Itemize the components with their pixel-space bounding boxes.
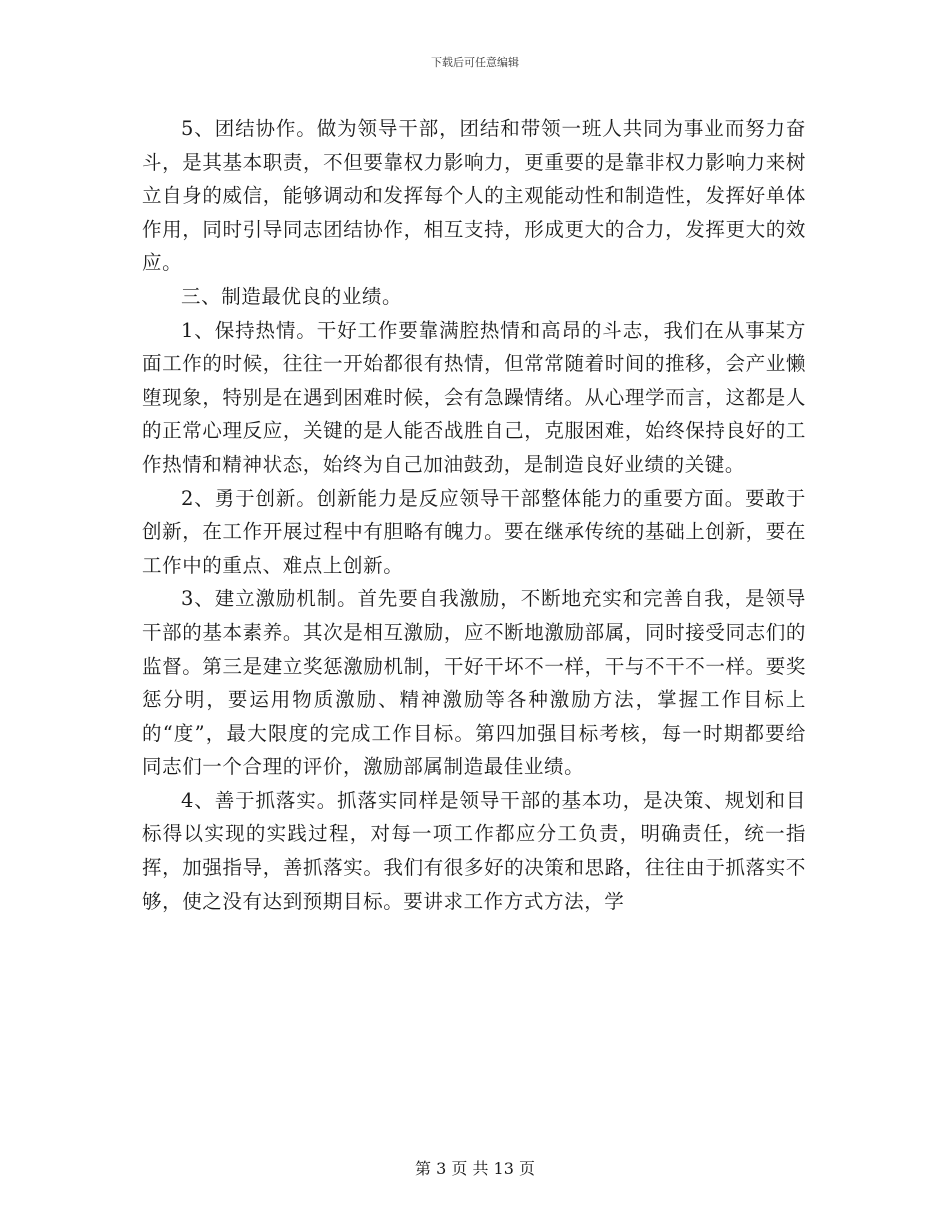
paragraph-innovation: 2、勇于创新。创新能力是反应领导干部整体能力的重要方面。要敢于创新，在工作开展过程中有胆略有魄力。要在继承传统的基础上创新，要在工作中的重点、难点上创新。 bbox=[142, 486, 806, 577]
paragraph-implementation: 4、善于抓落实。抓落实同样是领导干部的基本功，是决策、规划和目标得以实现的实践过程，对每一项工作都应分工负责，明确责任，统一指挥，加强指导，善抓落实。我们有很多好的决策和思路，往往由于抓落实不够，使之没有达到预期目标。要讲求工作方式方法，学 bbox=[142, 788, 806, 913]
document-body bbox=[142, 112, 806, 918]
page-number-footer: 第 3 页 共 13 页 bbox=[415, 1159, 535, 1178]
paragraph-teamwork: 5、团结协作。做为领导干部，团结和带领一班人共同为事业而努力奋斗，是其基本职责，不但要靠权力影响力，更重要的是靠非权力影响力来树立自身的威信，能够调动和发挥每个人的主观能动性和制造性，发挥好单体作用，同时引导同志团结协作，相互支持，形成更大的合力，发挥更大的效应。 bbox=[142, 117, 806, 275]
paragraph-incentive: 3、建立激励机制。首先要自我激励，不断地充实和完善自我，是领导干部的基本素养。其次是相互激励，应不断地激励部属，同时接受同志们的监督。第三是建立奖惩激励机制，干好干坏不一样，干与不干不一样。要奖惩分明，要运用物质激励、精神激励等各种激励方法，掌握工作目标上的“度”，最大限度的完成工作目标。第四加强目标考核，每一时期都要给同志们一个合理的评价，激励部属制造最佳业绩。 bbox=[142, 587, 806, 779]
section-heading-performance: 三、制造最优良的业绩。 bbox=[181, 284, 403, 308]
page-header: 下载后可任意编辑 bbox=[431, 56, 519, 69]
paragraph-enthusiasm: 1、保持热情。干好工作要靠满腔热情和高昂的斗志，我们在从事某方面工作的时候，往往一开始都很有热情，但常常随着时间的推移，会产业懒堕现象，特别是在遇到困难时候，会有急躁情绪。从心理学而言，这都是人的正常心理反应，关键的是人能否战胜自己，克服困难，始终保持良好的工作热情和精神状态，始终为自己加油鼓劲，是制造良好业绩的关键。 bbox=[142, 318, 806, 476]
